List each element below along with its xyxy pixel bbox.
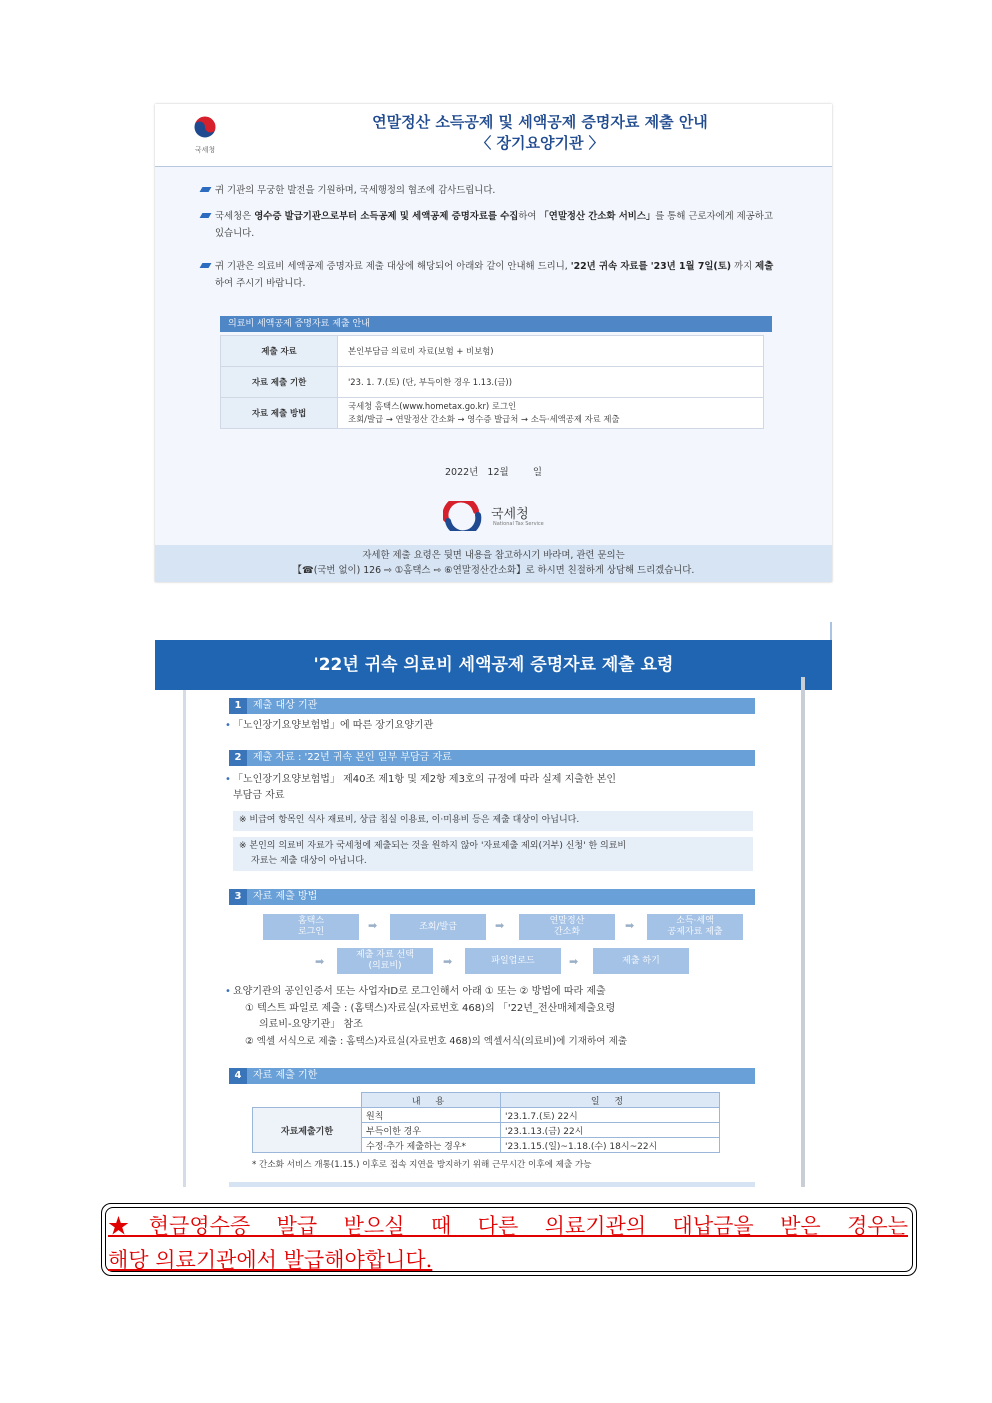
table-row: 수정·추가 제출하는 경우* '23.1.15.(일)~1.18.(수) 18시~22시 [253,1138,720,1153]
flow-step: 제출 하기 [593,948,689,974]
flow-step: 홈택스 로그인 [263,914,359,940]
flow-step: 제출 자료 선택 (의료비) [337,948,433,974]
bullet-item: 귀 기관의 무궁한 발전을 기원하며, 국세행정의 협조에 감사드립니다. [215,182,775,199]
nts-emblem-icon [443,501,483,531]
section-subtext: ① 텍스트 파일로 제출 : (홈택스)자료실(자료번호 468)의 「'22년_전산매체제출요령 의료비-요양기관」 참조 [245,1003,616,1030]
notice-line: 해당 의료기관에서 발급해야합니다. [108,1248,433,1272]
bullet-item: 귀 기관은 의료비 세액공제 증명자료 제출 대상에 해당되어 아래와 같이 안내해 드리니, '22년 귀속 자료를 '23년 1월 7일(토) 까지 제출하여 주시기 바랍니다. [215,258,775,292]
section-header: 2 제출 자료 : '22년 귀속 본인 일부 부담금 자료 [229,750,755,766]
table-row: 부득이한 경우 '23.1.13.(금) 22시 [253,1123,720,1138]
section-text: • 「노인장기요양보험법」에 따른 장기요양기관 [233,718,753,734]
panel-header [155,104,832,167]
bullet-item: 국세청은 영수증 발급기관으로부터 소득공제 및 세액공제 증명자료를 수집하여 「연말정산 간소화 서비스」를 통해 근로자에게 제공하고 있습니다. [215,208,775,242]
section-header: 4 자료 제출 기한 [229,1068,755,1084]
guide-title: '22년 귀속 의료비 세액공제 증명자료 제출 요령 [155,640,832,690]
info-table [220,335,764,429]
flow-step: 조회/발급 [390,914,486,940]
panel-title: 연말정산 소득공제 및 세액공제 증명자료 제출 안내 〈 장기요양기관 〉 [372,113,708,152]
guide-panel [155,622,832,1187]
arrow-icon: ➡ [569,955,579,968]
arrow-icon: ➡ [368,919,378,932]
nts-logo [183,114,227,158]
table-row: 자료 제출 방법 국세청 홈택스(www.hometax.go.kr) 로그인 조회/발급 → 연말정산 간소화 → 영수증 발급처 → 소득·세액공제 자료 제출 [221,398,764,429]
nts-signature: 국세청 National Tax Service [443,499,563,533]
issue-date: 2022년 12월 일 [444,467,542,478]
panel-footer: 자세한 제출 요령은 뒷면 내용을 참고하시기 바라며, 관련 문의는 【☎(국번 없이) 126 ⇨ ①홈택스 ⇨ ⑥연말정산간소화】로 하시면 친절하게 상담해 드리겠습니다. [155,545,832,582]
logo-text: 국세청 [194,146,216,154]
table-caption: 의료비 세액공제 증명자료 제출 안내 [220,316,772,332]
notice-panel-top [155,104,832,582]
scrollbar [801,677,805,1187]
table-row: 내 용 일 정 [253,1093,720,1108]
note-box: ※ 본인의 의료비 자료가 국세청에 제출되는 것을 원하지 않아 '자료제출 제외(거부) 신청' 한 의료비 자료는 제출 대상이 아닙니다. [233,837,753,871]
flow-step: 연말정산 간소화 [519,914,615,940]
section-header: 1 제출 대상 기관 [229,698,755,714]
flow-step: 파일업로드 [465,948,561,974]
section-header: 3 자료 제출 방법 [229,889,755,905]
arrow-icon: ➡ [495,919,505,932]
table-row: 자료제출기한 원칙 '23.1.7.(토) 22시 [253,1108,720,1123]
arrow-icon: ➡ [315,955,325,968]
schedule-table [252,1092,720,1153]
flow-step: 소득·세액 공제자료 제출 [647,914,743,940]
table-row: 제출 자료 본인부담금 의료비 자료(보험 + 비보험) [221,336,764,367]
arrow-icon: ➡ [443,955,453,968]
section-subtext: ② 엑셀 서식으로 제출 : 홈택스)자료실(자료번호 468)의 엑셀서식(의료비)에 기재하여 제출 [245,1036,628,1047]
schedule-note: * 간소화 서비스 개통(1.15.) 이후로 접속 지연을 방지하기 위해 근무시간 이후에 제출 가능 [252,1160,592,1170]
table-row: 자료 제출 기한 '23. 1. 7.(토) (단, 부득이한 경우 1.13.(금)) [221,367,764,398]
section-text: • 「노인장기요양보험법」 제40조 제1항 및 제2항 제3호의 규정에 따라 실제 지출한 본인 부담금 자료 [233,772,753,804]
left-rule [183,690,186,1187]
note-box: ※ 비급여 항목인 식사 재료비, 상급 침실 이용료, 이·미용비 등은 제출 대상이 아닙니다. [233,811,753,831]
section-text: • 요양기관의 공인인증서 또는 사업자ID로 로그인해서 아래 ① 또는 ② 방법에 따라 제출 [233,984,753,1000]
taegeuk-icon [192,114,218,140]
arrow-icon: ➡ [625,919,635,932]
notice-line: ★현금영수증 발급 받으실 때 다른 의료기관의 대납금을 받은 경우는 [108,1214,908,1238]
